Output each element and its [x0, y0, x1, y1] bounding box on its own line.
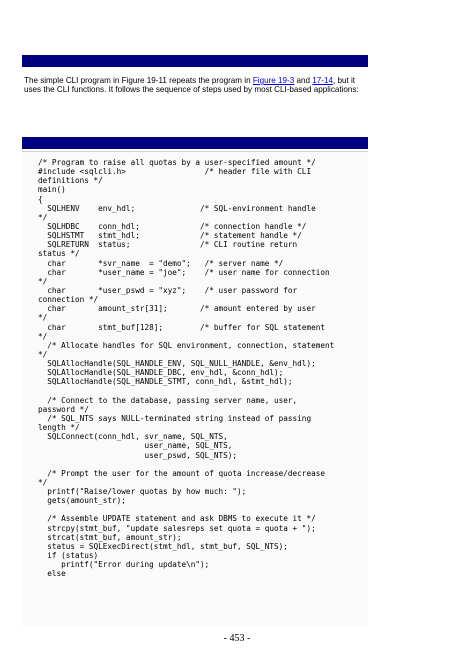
- code-line: SQLAllocHandle(SQL_HANDLE_STMT, conn_hdl, &stmt_hdl);: [38, 377, 293, 387]
- code-line: {: [38, 194, 43, 204]
- code-line: */: [38, 212, 48, 222]
- code-line: /* Program to raise all quotas by a user-specified amount */: [38, 158, 316, 167]
- code-line: char amount_str[31]; /* amount entered by user: [38, 304, 316, 314]
- code-line: */: [38, 276, 48, 286]
- code-line: definitions */: [38, 176, 103, 186]
- code-line: [38, 460, 368, 469]
- code-line: */: [38, 331, 48, 341]
- code-line: SQLRETURN status; /* CLI routine return: [38, 240, 298, 250]
- code-line: /* SQL_NTS says NULL-terminated string instead of passing: [38, 413, 312, 423]
- code-line: char *user_name = "joe"; /* user name for connection: [38, 267, 330, 277]
- code-line: char *svr_name = "demo"; /* server name */: [38, 258, 284, 268]
- code-listing: [38, 158, 368, 578]
- code-header-bar: [22, 137, 368, 149]
- intro-paragraph: [24, 76, 370, 95]
- code-line: SQLHENV env_hdl; /* SQL-environment handle: [38, 203, 316, 213]
- code-line: */: [38, 349, 48, 359]
- code-line: if (status): [38, 551, 99, 561]
- code-line: status = SQLExecDirect(stmt_hdl, stmt_buf, SQL_NTS);: [38, 541, 288, 551]
- code-line: strcat(stmt_buf, amount_str);: [38, 532, 182, 542]
- code-line: char *user_pswd = "xyz"; /* user password for: [38, 285, 298, 295]
- code-line: gets(amount_str);: [38, 496, 126, 506]
- section-header-bar: [22, 55, 368, 67]
- figure-19-3-link[interactable]: Figure 19-3: [252, 76, 295, 85]
- code-line: printf("Raise/lower quotas by how much: ");: [38, 487, 247, 497]
- code-line: */: [38, 313, 48, 323]
- code-line: /* Prompt the user for the amount of quota increase/decrease: [38, 468, 325, 478]
- figure-17-14-link[interactable]: 17-14: [312, 76, 333, 85]
- code-line: else: [38, 569, 66, 579]
- page-number: - 453 -: [223, 633, 251, 644]
- code-line: SQLAllocHandle(SQL_HANDLE_ENV, SQL_NULL_HANDLE, &env_hdl);: [38, 359, 316, 369]
- code-line: /* Connect to the database, passing server name, user,: [38, 395, 298, 405]
- code-line: length */: [38, 423, 80, 433]
- code-line: user_name, SQL_NTS,: [38, 441, 233, 451]
- intro-text-1: The simple CLI program in Figure 19-11 repeats the program in: [24, 76, 253, 85]
- code-line: printf("Error during update\n");: [38, 560, 210, 570]
- code-line: main(): [38, 185, 66, 195]
- intro-text-2: and: [294, 76, 313, 85]
- code-line: #include <sqlcli.h> /* header file with CLI: [38, 167, 312, 177]
- code-line: [38, 387, 368, 396]
- code-line: */: [38, 477, 48, 487]
- code-line: /* Assemble UPDATE statement and ask DBMS to execute it */: [38, 514, 316, 524]
- code-line: SQLHDBC conn_hdl; /* connection handle */: [38, 221, 307, 231]
- code-line: /* Allocate handles for SQL environment, connection, statement: [38, 340, 335, 350]
- code-line: SQLAllocHandle(SQL_HANDLE_DBC, env_hdl, &conn_hdl);: [38, 368, 284, 378]
- code-line: SQLConnect(conn_hdl, svr_name, SQL_NTS,: [38, 432, 228, 442]
- code-line: strcpy(stmt_buf, "update salesreps set quota = quota + ");: [38, 523, 316, 533]
- code-line: connection */: [38, 295, 99, 305]
- code-line: char stmt_buf[128]; /* buffer for SQL statement: [38, 322, 325, 332]
- code-line: password */: [38, 404, 89, 414]
- code-line: SQLHSTMT stmt_hdl; /* statement handle */: [38, 231, 302, 241]
- intro-text-3: , but it uses the CLI functions. It follows the sequence of steps used by most CLI-based applications:: [24, 76, 359, 95]
- code-line: status */: [38, 249, 80, 259]
- code-line: [38, 505, 368, 514]
- code-line: user_pswd, SQL_NTS);: [38, 450, 238, 460]
